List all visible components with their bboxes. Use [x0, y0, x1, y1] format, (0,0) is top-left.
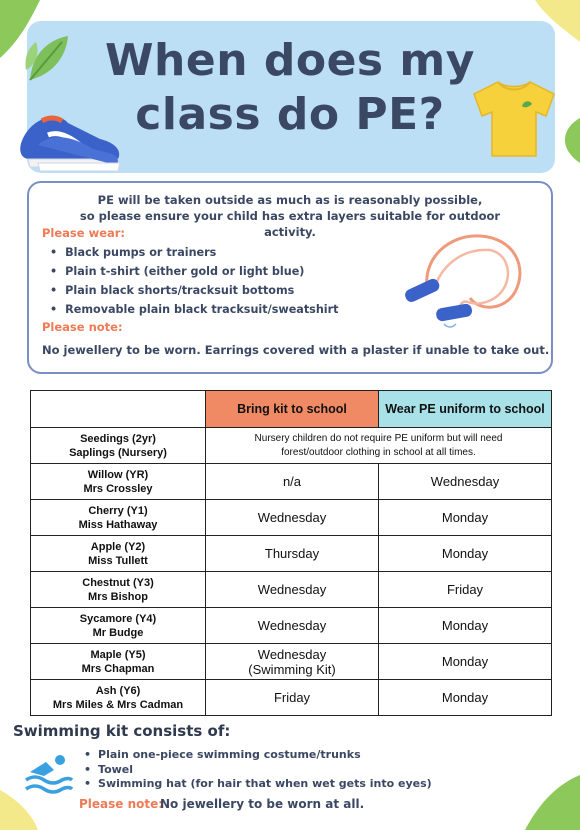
class-name: Saplings (Nursery)	[69, 446, 167, 459]
uniform-day-cell: Monday	[379, 536, 552, 572]
class-name: Ash (Y6)	[95, 684, 141, 697]
nursery-note-cell	[206, 428, 552, 464]
kit-day: Wednesday	[257, 646, 327, 662]
wear-item: • Plain t-shirt (either gold or light blue)	[50, 262, 339, 281]
swimming-item: • Towel	[84, 763, 432, 778]
uniform-day-cell: Monday	[379, 608, 552, 644]
kit-day-cell	[206, 644, 379, 680]
page-title	[95, 34, 485, 142]
teacher-name: Miss Hathaway	[78, 518, 158, 531]
class-cell	[31, 428, 206, 464]
wear-list	[50, 243, 339, 319]
skipping-rope-icon	[400, 228, 535, 338]
kit-day-cell: Thursday	[206, 536, 379, 572]
swimmer-icon	[24, 752, 74, 794]
class-name: Apple (Y2)	[90, 540, 146, 553]
class-name: Willow (YR)	[87, 468, 149, 481]
header-bring-kit: Bring kit to school	[206, 391, 379, 428]
intro-line-1: PE will be taken outside as much as is reasonably possible,	[97, 193, 483, 207]
teacher-name: Mrs Chapman	[81, 662, 155, 675]
title-line-1: When does my	[105, 35, 475, 86]
swimming-note-label: Please note:	[79, 797, 164, 811]
header-blank-cell	[31, 391, 206, 428]
note-text: No jewellery to be worn. Earrings covered with a plaster if unable to take out.	[42, 343, 550, 357]
table-row-nursery	[31, 428, 552, 464]
kit-day-cell: Wednesday	[206, 608, 379, 644]
wear-item: • Black pumps or trainers	[50, 243, 339, 262]
class-name: Maple (Y5)	[90, 648, 146, 661]
class-name: Cherry (Y1)	[88, 504, 148, 517]
corner-blob-bottom-left	[0, 790, 40, 830]
swimming-note-text: No jewellery to be worn at all.	[160, 797, 365, 811]
kit-day-note: (Swimming Kit)	[248, 661, 336, 677]
corner-blob-bottom-right	[525, 775, 580, 830]
class-cell	[31, 608, 206, 644]
header-wear-uniform: Wear PE uniform to school	[379, 391, 552, 428]
teacher-name: Mrs Miles & Mrs Cadman	[52, 698, 184, 711]
swimming-title: Swimming kit consists of:	[13, 722, 231, 740]
kit-day-cell: n/a	[206, 464, 379, 500]
table-row	[31, 500, 552, 536]
class-cell	[31, 680, 206, 716]
class-cell	[31, 464, 206, 500]
table-row	[31, 572, 552, 608]
class-cell	[31, 572, 206, 608]
table-row	[31, 464, 552, 500]
kit-day-cell: Wednesday	[206, 500, 379, 536]
note-label: Please note:	[42, 320, 123, 334]
wear-item: • Plain black shorts/tracksuit bottoms	[50, 281, 339, 300]
class-cell	[31, 500, 206, 536]
uniform-day-cell: Monday	[379, 680, 552, 716]
uniform-day-cell: Monday	[379, 644, 552, 680]
table-row	[31, 536, 552, 572]
class-name: Sycamore (Y4)	[79, 612, 157, 625]
kit-day-cell: Wednesday	[206, 572, 379, 608]
nursery-note-line: Nursery children do not require PE uniform but will need	[254, 432, 503, 444]
kit-day-cell: Friday	[206, 680, 379, 716]
uniform-day-cell: Monday	[379, 500, 552, 536]
leaf-icon	[22, 30, 72, 85]
table-row	[31, 680, 552, 716]
table-header-row	[31, 391, 552, 428]
intro-line-2: so please ensure your child has extra layers suitable for outdoor activity.	[79, 209, 501, 239]
class-name: Chestnut (Y3)	[82, 576, 154, 589]
teacher-name: Miss Tullett	[88, 554, 148, 567]
uniform-day-cell: Wednesday	[379, 464, 552, 500]
swimming-item: • Swimming hat (for hair that when wet gets into eyes)	[84, 777, 432, 792]
uniform-day-cell: Friday	[379, 572, 552, 608]
teacher-name: Mrs Bishop	[88, 590, 148, 603]
wear-item: • Removable plain black tracksuit/sweatshirt	[50, 300, 339, 319]
wear-label: Please wear:	[42, 226, 126, 240]
class-name: Seedings (2yr)	[80, 432, 156, 445]
class-cell	[31, 644, 206, 680]
table-row	[31, 608, 552, 644]
swimming-list	[84, 748, 432, 792]
swimming-item: • Plain one-piece swimming costume/trunks	[84, 748, 432, 763]
teacher-name: Mr Budge	[92, 626, 144, 639]
nursery-note-line: forest/outdoor clothing in school at all times.	[281, 446, 476, 458]
teacher-name: Mrs Crossley	[83, 482, 153, 495]
pe-schedule-table	[30, 390, 552, 716]
title-line-2: class do PE?	[135, 89, 445, 140]
table-row	[31, 644, 552, 680]
class-cell	[31, 536, 206, 572]
